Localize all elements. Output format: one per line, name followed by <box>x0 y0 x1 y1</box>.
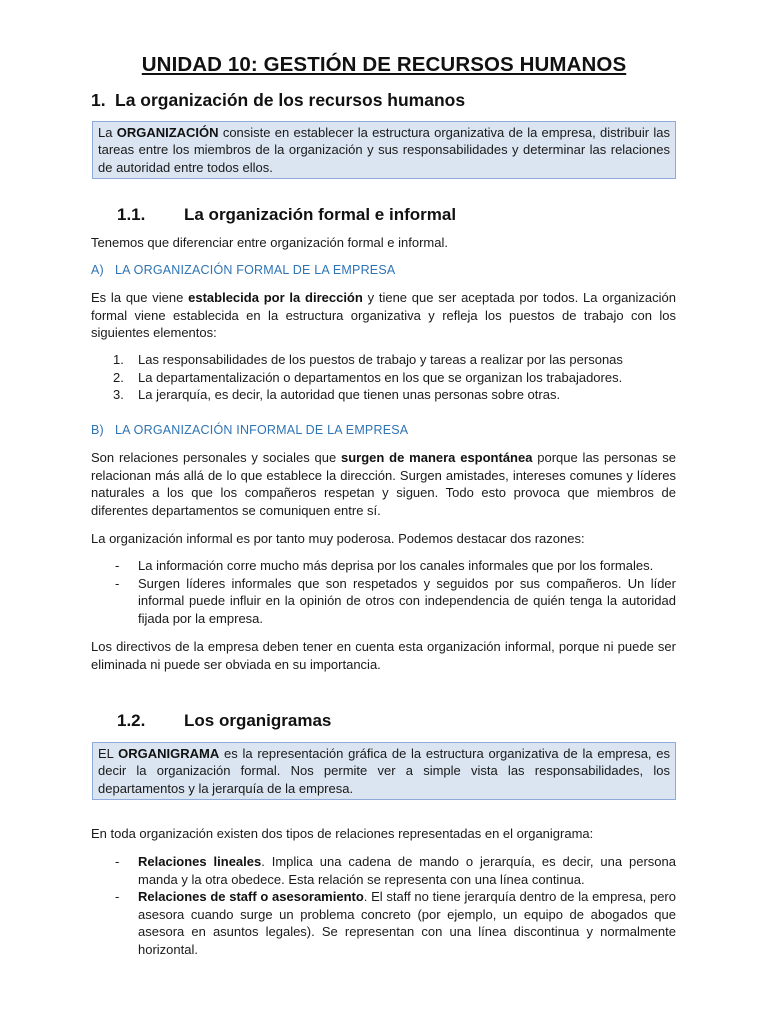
list-text: . Implica una cadena de mando o jerarquía, es decir, una persona manda y la otra obedece. Esta relación se representa con una línea continua. <box>138 854 676 887</box>
section-number: 1.2. <box>117 711 146 730</box>
definition-text <box>98 745 670 797</box>
section-1-1-heading <box>117 205 456 225</box>
formal-paragraph <box>91 289 676 342</box>
informal-reasons-list <box>91 557 676 627</box>
list-item <box>91 351 676 369</box>
list-item <box>91 575 676 628</box>
section-title: La organización formal e informal <box>184 205 457 224</box>
list-marker: - <box>115 854 120 869</box>
list-marker: 1. <box>113 352 124 367</box>
document-title: UNIDAD 10: GESTIÓN DE RECURSOS HUMANOS <box>141 53 627 76</box>
subheading-informal <box>91 423 408 437</box>
bold-term: ORGANIGRAMA <box>118 746 220 761</box>
list-text: La departamentalización o departamentos en los que se organizan los trabajadores. <box>138 369 623 385</box>
informal-intro-paragraph: La organización informal es por tanto muy poderosa. Podemos destacar dos razones: <box>91 531 585 546</box>
list-marker: - <box>115 575 120 591</box>
definition-box-organizacion <box>92 121 676 179</box>
section-title: La organización de los recursos humanos <box>115 90 466 110</box>
definition-box-organigrama <box>92 742 676 800</box>
section-1-2-heading <box>117 711 331 731</box>
list-text: La jerarquía, es decir, la autoridad que tienen unas personas sobre otras. <box>138 387 561 402</box>
relations-intro-paragraph: En toda organización existen dos tipos de relaciones representadas en el organigrama: <box>91 826 594 841</box>
list-marker: - <box>115 889 120 904</box>
text-run: Es la que viene <box>91 290 189 305</box>
list-item <box>91 853 676 888</box>
list-marker: - <box>115 558 120 573</box>
bold-term: Relaciones lineales <box>138 854 262 869</box>
list-item <box>91 888 676 958</box>
text-run: consiste en establecer la estructura organizativa de la empresa, distribuir las tareas entre los miembros de la organización y sus responsabilidades y determinar las relaciones de autoridad entre todos ellos. <box>98 125 670 175</box>
section-number: 1.1. <box>117 205 146 224</box>
text-run: EL <box>98 746 119 761</box>
bold-term: Relaciones de staff o asesoramiento <box>138 889 364 904</box>
section-title: Los organigramas <box>184 711 332 730</box>
subheading-formal <box>91 263 395 277</box>
sub-label: LA ORGANIZACIÓN INFORMAL DE LA EMPRESA <box>115 423 409 437</box>
closing-paragraph: Los directivos de la empresa deben tener en cuenta esta organización informal, porque ni puede ser eliminada ni puede ser obviada en su importancia. <box>91 639 676 672</box>
bold-term: ORGANIZACIÓN <box>116 125 219 140</box>
list-item <box>91 386 676 404</box>
sub-letter: B) <box>91 423 104 437</box>
text-run: Son relaciones personales y sociales que <box>91 450 342 465</box>
section-1-heading <box>91 90 465 111</box>
section-number: 1. <box>91 90 106 110</box>
list-marker: 3. <box>113 387 124 402</box>
sub-label: LA ORGANIZACIÓN FORMAL DE LA EMPRESA <box>115 263 396 277</box>
list-text: . El staff no tiene jerarquía dentro de la empresa, pero asesora cuando surge un problema concreto (por ejemplo, un equipo de abogados que asesora en asuntos legales). Se representan con una línea discontinua y normalmente horizontal. <box>138 889 676 957</box>
text-run: y tiene que ser aceptada por todos. La organización formal viene establecida en la estructura organizativa y refleja los puestos de trabajo con los siguientes elementos: <box>91 290 676 340</box>
text-run: es la representación gráfica de la estructura organizativa de la empresa, es decir la organización formal. Nos permite ver a simple vista las responsabilidades, los departamentos y la jerarquía de la empresa. <box>98 746 671 796</box>
list-marker: 2. <box>113 369 124 385</box>
informal-paragraph <box>91 449 676 519</box>
relations-list <box>91 853 676 958</box>
text-run: porque las personas se relacionan más allá de lo que establece la dirección. Surgen amistades, intereses comunes y líderes naturales a los que los compañeros respetan y siguen. Todo esto provoca que miembros de diferentes departamentos se comuniquen entre sí. <box>91 450 676 518</box>
bold-term: establecida por la dirección <box>188 290 363 305</box>
list-text: Las responsabilidades de los puestos de trabajo y tareas a realizar por las personas <box>138 352 623 367</box>
list-item <box>91 557 676 575</box>
intro-paragraph: Tenemos que diferenciar entre organización formal e informal. <box>91 235 448 250</box>
list-text: La información corre mucho más deprisa por los canales informales que por los formales. <box>138 558 654 573</box>
list-text: Surgen líderes informales que son respetados y seguidos por sus compañeros. Un líder informal puede influir en la opinión de otros con independencia de quién tenga la autoridad fijada por la empresa. <box>138 575 676 626</box>
list-item <box>91 369 676 387</box>
bold-term: surgen de manera espontánea <box>341 450 533 465</box>
definition-text <box>98 124 670 176</box>
text-run: La <box>98 125 117 140</box>
sub-letter: A) <box>91 263 104 277</box>
formal-elements-list <box>91 351 676 404</box>
